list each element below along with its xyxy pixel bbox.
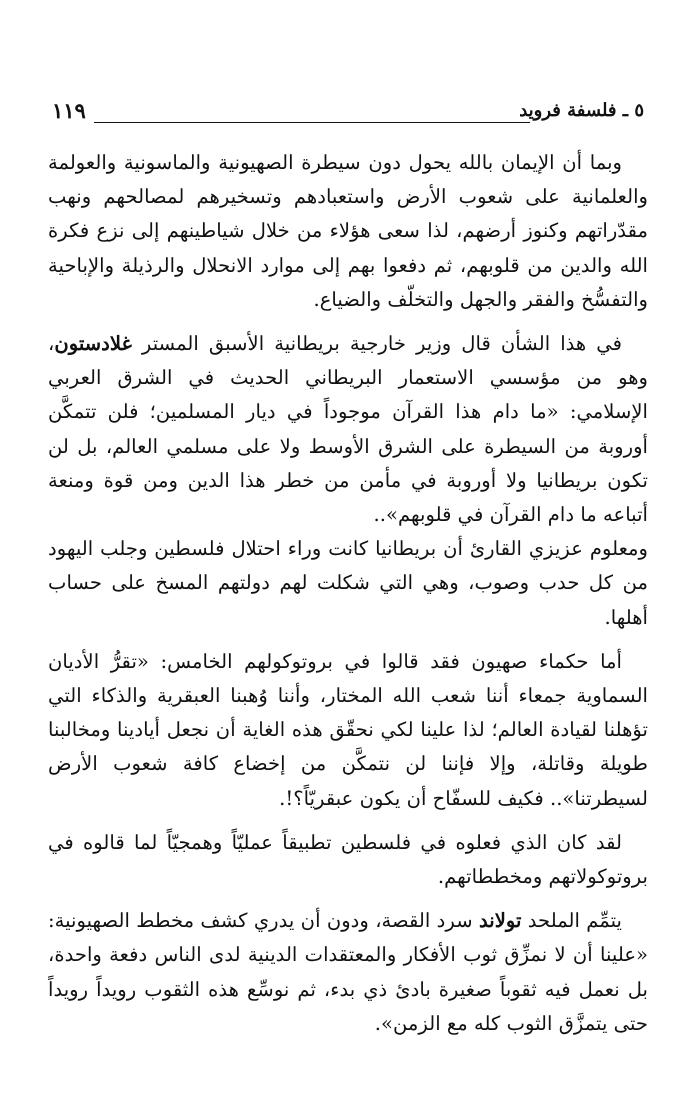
paragraph-text: لقد كان الذي فعلوه في فلسطين تطبيقاً عمليّاً وهمجيّاً لما قالوه في بروتوكولاتهم ومخططاتهم. bbox=[48, 830, 648, 889]
header-rule bbox=[94, 122, 530, 123]
paragraph-text: ومعلوم عزيزي القارئ أن بريطانيا كانت وراء احتلال فلسطين وجلب اليهود من كل حدب وصوب، وهي التي شكلت لهم دولتهم المسخ على حساب أهلها. bbox=[48, 537, 648, 629]
paragraph-text: ، وهو من مؤسسي الاستعمار البريطاني الحديث في الشرق العربي الإسلامي: «ما دام هذا القرآن موجوداً في ديار المسلمين؛ فلن تتمكَّن أوروبة من السيطرة على الشرق الأوسط ولا على مسلمي العالم، بل لن تكون بريطانيا ولا أوروبة في مأمن من خطر هذا الدين ومن قوة ومنعة أتباعه ما دام القرآن في قلوبهم».. bbox=[48, 332, 648, 527]
paragraph-toland bbox=[48, 904, 648, 1041]
book-page bbox=[48, 88, 648, 1078]
paragraph-text: أما حكماء صهيون فقد قالوا في بروتوكولهم الخامس: «تقرُّ الأديان السماوية جمعاء أننا شعب الله المختار، وأننا وُهبنا العبقرية والذكاء التي تؤهلنا لقيادة العالم؛ لذا علينا لكي نحقّق هذه الغاية أن نجعل أيادينا ومخالبنا طويلة وقاتلة، وإلا فإننا لن نتمكَّن من إخضاع كافة شعوب الأرض لسيطرتنا».. فكيف للسفّاح أن يكون عبقريّاً؟!. bbox=[48, 649, 648, 810]
paragraph-protocols bbox=[48, 645, 648, 816]
person-name-toland: تولاند bbox=[478, 909, 522, 933]
paragraph-text: يتمِّم الملحد bbox=[521, 909, 622, 933]
paragraph-text: في هذا الشأن قال وزير خارجية بريطانية الأسبق المستر bbox=[131, 332, 622, 356]
page-body bbox=[48, 146, 648, 1041]
chapter-title: ٥ ـ فلسفة فرويد bbox=[519, 100, 644, 121]
paragraph-gladstone bbox=[48, 327, 648, 532]
running-header bbox=[48, 98, 648, 128]
paragraph-faith bbox=[48, 146, 648, 317]
paragraph-text: سرد القصة، ودون أن يدري كشف مخطط الصهيونية: «علينا أن لا نمزِّق ثوب الأفكار والمعتقدات الدينية لدى الناس دفعة واحدة، بل نعمل فيه ثقوباً صغيرة بادئ ذي بدء، ثم نوسِّع هذه الثقوب رويداً رويداً حتى يتمزَّق الثوب كله مع الزمن». bbox=[48, 909, 648, 1035]
paragraph-text: وبما أن الإيمان بالله يحول دون سيطرة الصهيونية والماسونية والعولمة والعلمانية على شعوب الأرض واستعبادهم وتسخيرهم لمصالحهم ونهب مقدّراتهم وكنوز أرضهم، لذا سعى هؤلاء من خلال شياطينهم إلى نزع فكرة الله والدين من قلوبهم، ثم دفعوا بهم إلى موارد الانحلال والرذيلة والإباحية والتفسُّخ والفقر والجهل والتخلّف والضياع. bbox=[48, 151, 648, 311]
paragraph-palestine bbox=[48, 826, 648, 894]
paragraph-britain bbox=[48, 532, 648, 635]
page-number: ١١٩ bbox=[52, 98, 86, 123]
person-name-gladstone: غلادستون bbox=[54, 332, 132, 356]
